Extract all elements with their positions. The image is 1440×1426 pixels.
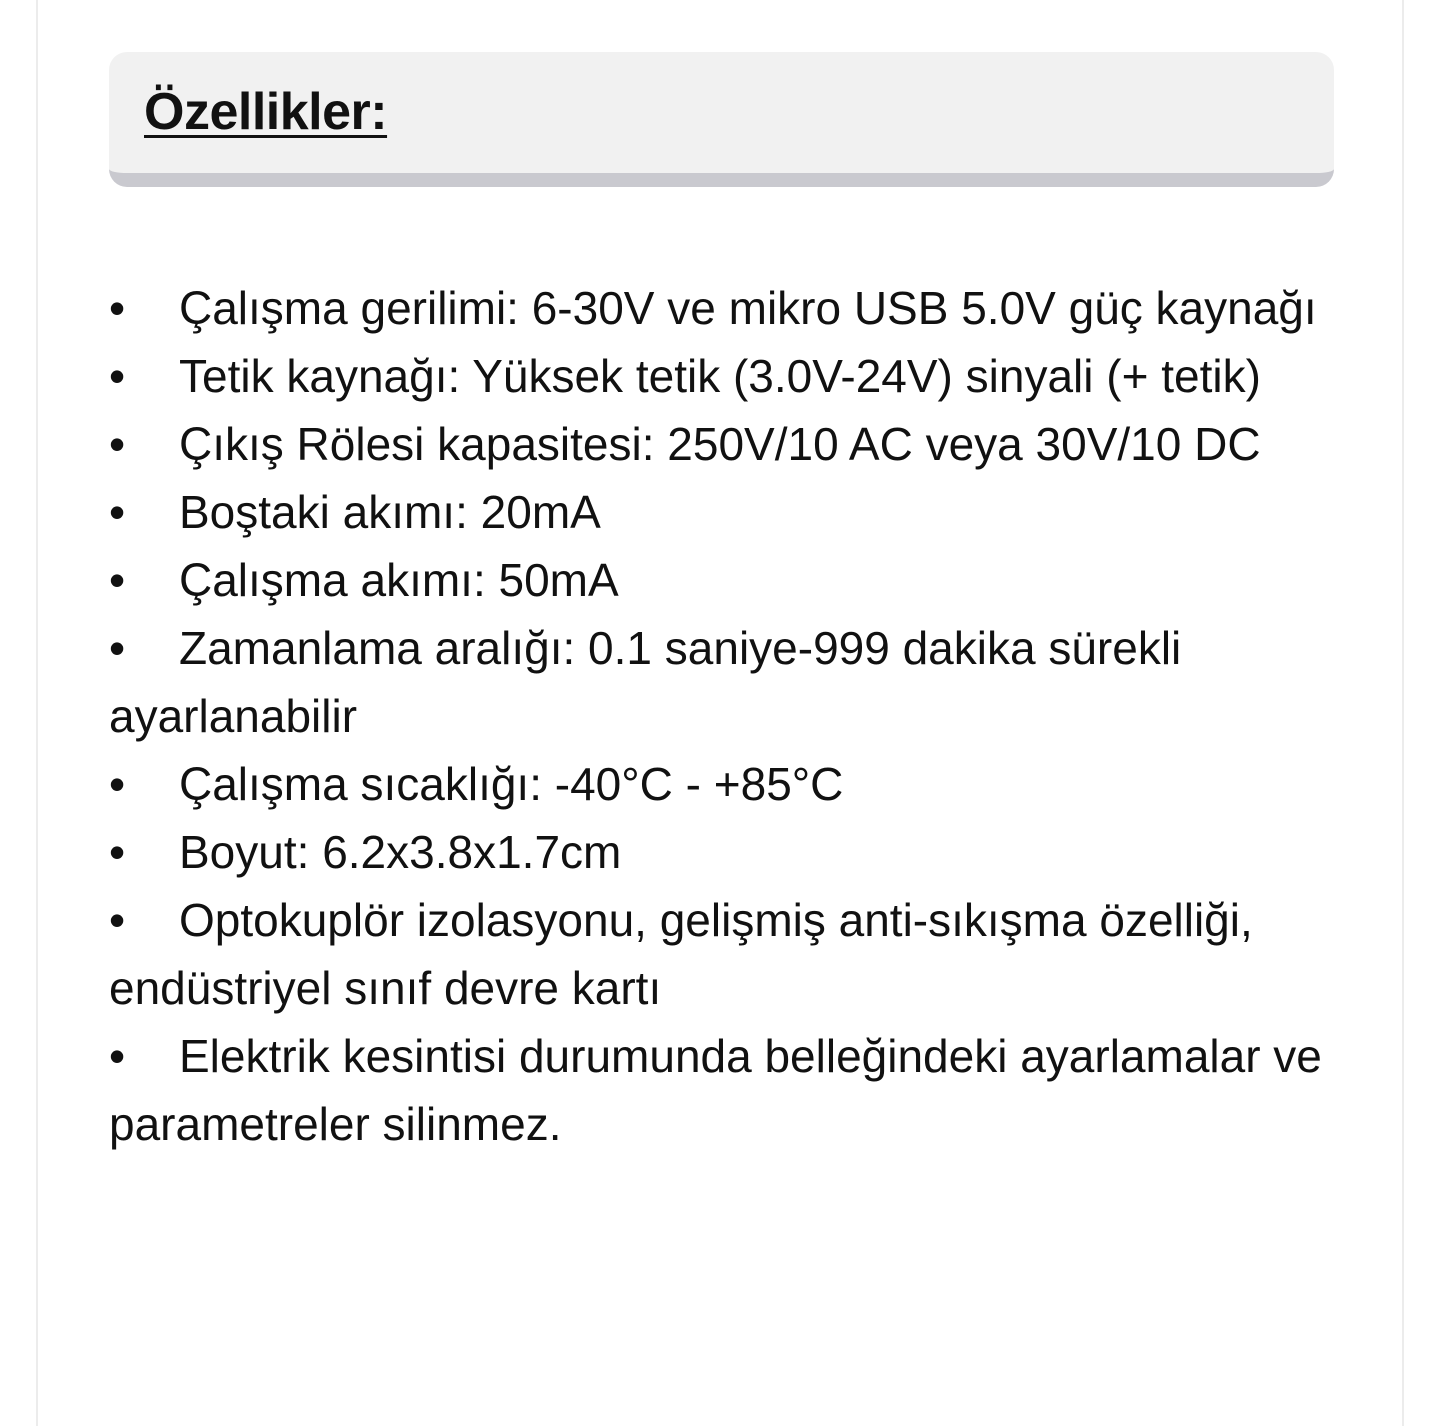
- list-item: [109, 614, 1334, 750]
- bullet-icon: •: [109, 486, 126, 538]
- bullet-icon: •: [109, 418, 126, 470]
- list-item-text: Çıkış Rölesi kapasitesi: 250V/10 AC veya 30V/10 DC: [179, 418, 1261, 470]
- list-item-text: Boyut: 6.2x3.8x1.7cm: [179, 826, 622, 878]
- list-item: [109, 750, 1334, 818]
- features-list: [109, 274, 1334, 1158]
- list-item: [109, 478, 1334, 546]
- bullet-icon: •: [109, 622, 126, 674]
- list-item-text: Boştaki akımı: 20mA: [179, 486, 601, 538]
- list-item: [109, 546, 1334, 614]
- list-item-text: Elektrik kesintisi durumunda belleğindeki ayarlamalar ve parametreler silinmez.: [109, 1030, 1322, 1150]
- list-item-text: Zamanlama aralığı: 0.1 saniye-999 dakika sürekli ayarlanabilir: [109, 622, 1182, 742]
- bullet-icon: •: [109, 758, 126, 810]
- list-item-text: Optokuplör izolasyonu, gelişmiş anti-sıkışma özelliği, endüstriyel sınıf devre kartı: [109, 894, 1253, 1014]
- bullet-icon: •: [109, 554, 126, 606]
- list-item: [109, 818, 1334, 886]
- list-item: [109, 410, 1334, 478]
- list-item: [109, 886, 1334, 1022]
- bullet-icon: •: [109, 350, 126, 402]
- section-heading: Özellikler:: [144, 83, 388, 141]
- list-item: [109, 274, 1334, 342]
- list-item: [109, 1022, 1334, 1158]
- list-item-text: Tetik kaynağı: Yüksek tetik (3.0V-24V) sinyali (+ tetik): [179, 350, 1261, 402]
- list-item-text: Çalışma akımı: 50mA: [179, 554, 619, 606]
- list-item: [109, 342, 1334, 410]
- bullet-icon: •: [109, 282, 126, 334]
- bullet-icon: •: [109, 894, 126, 946]
- section-heading-box: [109, 52, 1334, 187]
- bullet-icon: •: [109, 1030, 126, 1082]
- list-item-text: Çalışma gerilimi: 6-30V ve mikro USB 5.0V güç kaynağı: [179, 282, 1317, 334]
- list-item-text: Çalışma sıcaklığı: -40°C - +85°C: [179, 758, 844, 810]
- bullet-icon: •: [109, 826, 126, 878]
